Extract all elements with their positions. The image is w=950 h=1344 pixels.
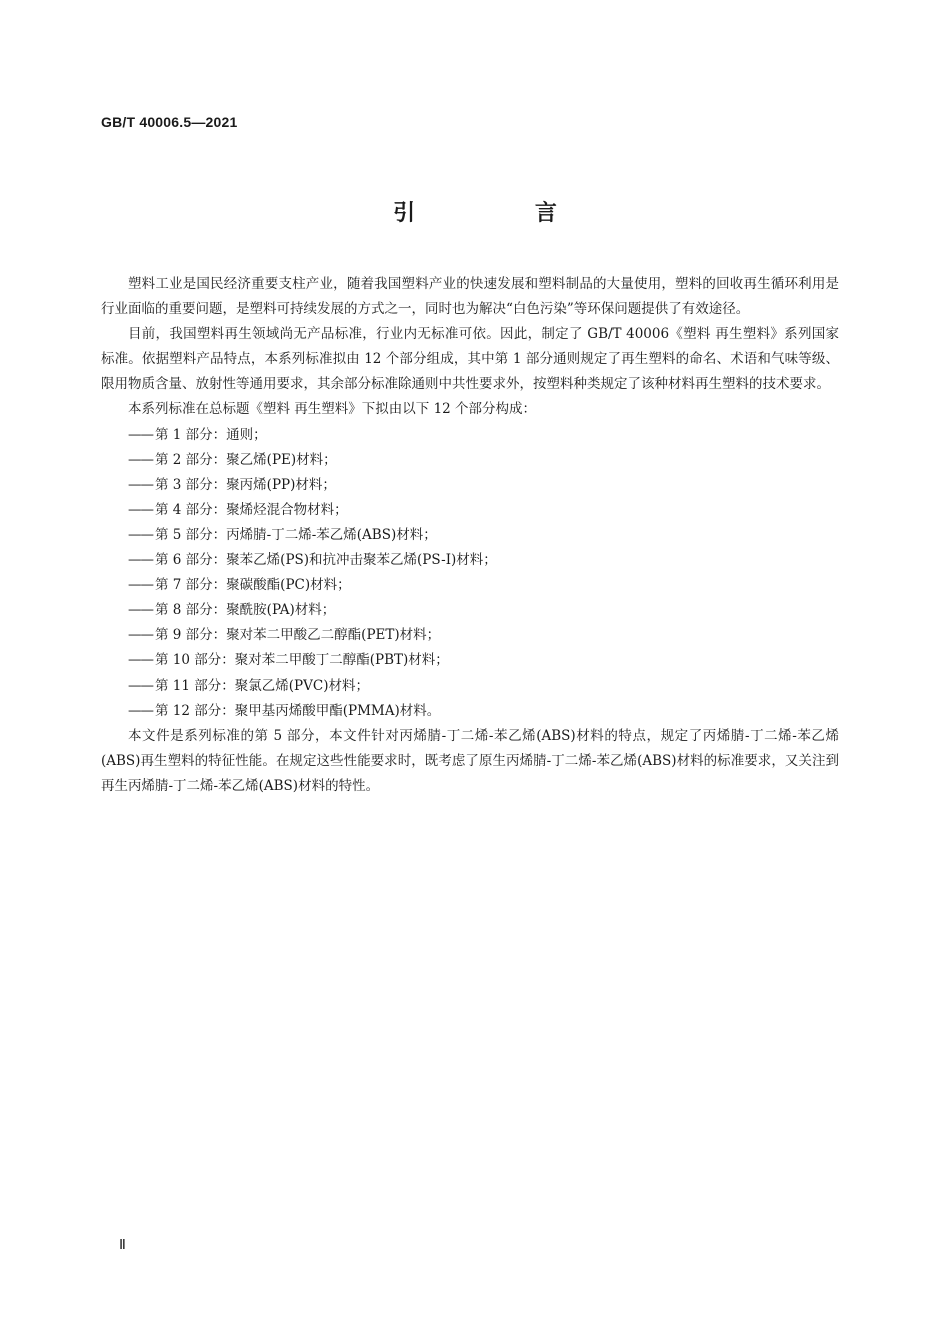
list-dash: ——	[128, 552, 153, 569]
list-item-text: 第 6 部分：聚苯乙烯(PS)和抗冲击聚苯乙烯(PS-I)材料；	[155, 552, 497, 569]
list-dash: ——	[128, 702, 153, 719]
paragraph: 塑料工业是国民经济重要支柱产业，随着我国塑料产业的快速发展和塑料制品的大量使用，塑料的回收再生循环利用是行业面临的重要问题，是塑料可持续发展的方式之一，同时也为解决“白色污染”等环保问题提供了有效途径。	[101, 276, 839, 318]
list-item	[101, 648, 839, 673]
list-item-text: 第 11 部分：聚氯乙烯(PVC)材料；	[155, 677, 369, 694]
list-dash: ——	[128, 451, 153, 468]
list-dash: ——	[128, 602, 153, 619]
paragraph: 本文件是系列标准的第 5 部分，本文件针对丙烯腈-丁二烯-苯乙烯(ABS)材料的特点，规定了丙烯腈-丁二烯-苯乙烯(ABS)再生塑料的特征性能。在规定这些性能要求时，既考虑了原生丙烯腈-丁二烯-苯乙烯(ABS)材料的标准要求，又关注到再生丙烯腈-丁二烯-苯乙烯(ABS)材料的特性。	[101, 727, 839, 794]
list-item	[101, 598, 839, 623]
parts-list	[101, 423, 839, 724]
list-dash: ——	[128, 526, 153, 543]
list-item	[101, 473, 839, 498]
list-dash: ——	[128, 577, 153, 594]
list-item-text: 第 10 部分：聚对苯二甲酸丁二醇酯(PBT)材料；	[155, 652, 449, 669]
list-item	[101, 423, 839, 448]
introduction-body	[101, 272, 839, 799]
list-item	[101, 573, 839, 598]
list-item	[101, 448, 839, 473]
section-title: 引 言	[393, 201, 613, 226]
list-item-text: 第 5 部分：丙烯腈-丁二烯-苯乙烯(ABS)材料；	[155, 526, 437, 543]
list-item-text: 第 3 部分：聚丙烯(PP)材料；	[155, 476, 336, 493]
list-dash: ——	[128, 677, 153, 694]
standard-code: GB/T 40006.5—2021	[101, 114, 238, 130]
list-item-text: 第 2 部分：聚乙烯(PE)材料；	[155, 451, 337, 468]
page-number: Ⅱ	[119, 1238, 126, 1253]
list-item	[101, 674, 839, 699]
paragraph: 目前，我国塑料再生领域尚无产品标准，行业内无标准可依。因此，制定了 GB/T 40006《塑料 再生塑料》系列国家标准。依据塑料产品特点，本系列标准拟由 12 个部分组成，其中第 1 部分通则规定了再生塑料的命名、术语和气味等级、限用物质含量、放射性等通用要求，其余部分标准除通则中共性要求外，按塑料种类规定了该种材料再生塑料的技术要求。	[101, 326, 839, 393]
list-dash: ——	[128, 501, 153, 518]
list-item	[101, 623, 839, 648]
list-dash: ——	[128, 627, 153, 644]
list-dash: ——	[128, 426, 153, 443]
list-item-text: 第 1 部分：通则；	[155, 426, 267, 443]
list-item	[101, 699, 839, 724]
list-item-text: 第 12 部分：聚甲基丙烯酸甲酯(PMMA)材料。	[155, 702, 441, 719]
list-item	[101, 548, 839, 573]
list-item	[101, 498, 839, 523]
list-dash: ——	[128, 652, 153, 669]
list-item-text: 第 9 部分：聚对苯二甲酸乙二醇酯(PET)材料；	[155, 627, 441, 644]
list-item-text: 第 7 部分：聚碳酸酯(PC)材料；	[155, 577, 351, 594]
list-item-text: 第 8 部分：聚酰胺(PA)材料；	[155, 602, 336, 619]
list-item	[101, 523, 839, 548]
list-dash: ——	[128, 476, 153, 493]
list-item-text: 第 4 部分：聚烯烃混合物材料；	[155, 501, 348, 518]
paragraph: 本系列标准在总标题《塑料 再生塑料》下拟由以下 12 个部分构成：	[128, 401, 537, 418]
